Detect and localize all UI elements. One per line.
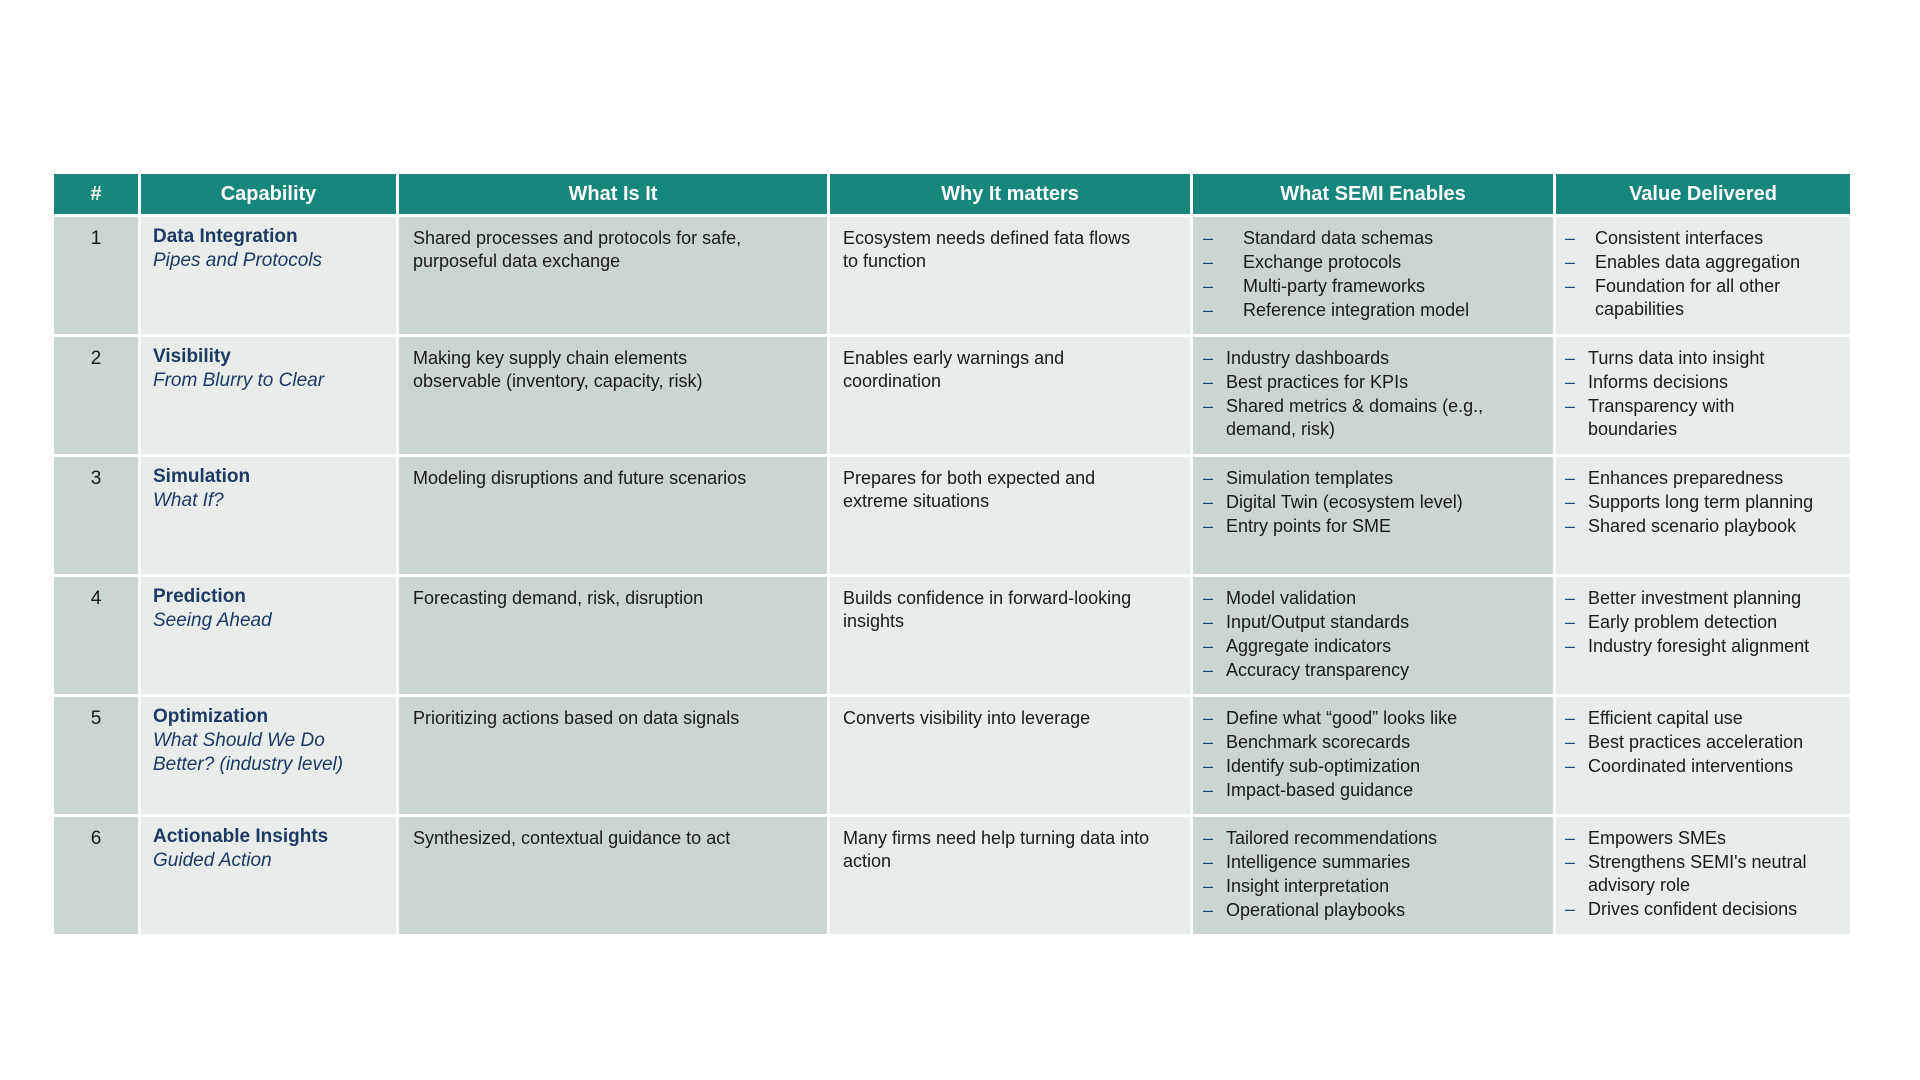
bullet-text: Entry points for SME xyxy=(1226,516,1392,536)
capability-title: Actionable Insights xyxy=(153,826,329,847)
dash-bullet-icon: – xyxy=(1203,300,1214,320)
bullet-text: Foundation for all other capabilities xyxy=(1595,276,1781,319)
bullet-text: Define what “good” looks like xyxy=(1226,708,1458,728)
bullet-item xyxy=(1203,299,1545,322)
header-number: # xyxy=(54,174,138,214)
value-delivered-cell xyxy=(1556,697,1850,814)
bullet-item xyxy=(1565,707,1844,730)
dash-bullet-icon: – xyxy=(1203,780,1214,800)
capability-cell xyxy=(141,577,396,694)
bullet-text: Impact-based guidance xyxy=(1226,780,1414,800)
semi-enables-list xyxy=(1203,827,1545,922)
bullet-item xyxy=(1565,898,1844,921)
capability-cell xyxy=(141,217,396,334)
bullet-text: Empowers SMEs xyxy=(1588,828,1727,848)
bullet-text: Aggregate indicators xyxy=(1226,636,1392,656)
bullet-item xyxy=(1203,611,1545,634)
row-number: 1 xyxy=(54,217,138,334)
value-delivered-cell xyxy=(1556,817,1850,934)
bullet-text: Transparency with boundaries xyxy=(1588,396,1735,439)
why-it-matters-cell: Converts visibility into leverage xyxy=(830,697,1190,814)
value-delivered-cell xyxy=(1556,217,1850,334)
header-capability: Capability xyxy=(141,174,396,214)
dash-bullet-icon: – xyxy=(1203,876,1214,896)
bullet-item xyxy=(1565,851,1844,897)
bullet-item xyxy=(1203,491,1545,514)
capability-title: Data Integration xyxy=(153,226,298,247)
header-value-delivered: Value Delivered xyxy=(1556,174,1850,214)
what-semi-enables-cell xyxy=(1193,577,1553,694)
dash-bullet-icon: – xyxy=(1203,732,1214,752)
bullet-text: Insight interpretation xyxy=(1226,876,1390,896)
dash-bullet-icon: – xyxy=(1203,852,1214,872)
bullet-text: Enables data aggregation xyxy=(1595,252,1801,272)
bullet-item xyxy=(1565,515,1844,538)
dash-bullet-icon: – xyxy=(1565,468,1576,488)
bullet-item xyxy=(1203,515,1545,538)
value-delivered-list xyxy=(1565,707,1844,778)
capability-title: Simulation xyxy=(153,466,251,487)
dash-bullet-icon: – xyxy=(1565,276,1576,296)
row-number: 4 xyxy=(54,577,138,694)
bullet-text: Operational playbooks xyxy=(1226,900,1406,920)
dash-bullet-icon: – xyxy=(1203,468,1214,488)
bullet-item xyxy=(1203,875,1545,898)
capability-subtitle: Pipes and Protocols xyxy=(153,250,322,271)
bullet-text: Reference integration model xyxy=(1243,300,1470,320)
dash-bullet-icon: – xyxy=(1565,372,1576,392)
bullet-text: Coordinated interventions xyxy=(1588,756,1794,776)
row-number: 2 xyxy=(54,337,138,454)
dash-bullet-icon: – xyxy=(1565,852,1576,872)
dash-bullet-icon: – xyxy=(1203,636,1214,656)
value-delivered-cell xyxy=(1556,337,1850,454)
bullet-item xyxy=(1565,635,1844,658)
what-semi-enables-cell xyxy=(1193,337,1553,454)
dash-bullet-icon: – xyxy=(1203,516,1214,536)
bullet-text: Accuracy transparency xyxy=(1226,660,1410,680)
header-what-is-it: What Is It xyxy=(399,174,827,214)
bullet-item xyxy=(1203,707,1545,730)
bullet-text: Turns data into insight xyxy=(1588,348,1765,368)
bullet-text: Digital Twin (ecosystem level) xyxy=(1226,492,1463,512)
row-number: 3 xyxy=(54,457,138,574)
bullet-item xyxy=(1565,755,1844,778)
bullet-text: Multi-party frameworks xyxy=(1243,276,1426,296)
bullet-text: Exchange protocols xyxy=(1243,252,1402,272)
why-it-matters-cell: Builds confidence in forward-looking insights xyxy=(830,577,1190,694)
semi-enables-list xyxy=(1203,587,1545,682)
what-is-it-cell: Forecasting demand, risk, disruption xyxy=(399,577,827,694)
dash-bullet-icon: – xyxy=(1565,348,1576,368)
table-row xyxy=(54,337,1850,454)
what-semi-enables-cell xyxy=(1193,697,1553,814)
bullet-text: Efficient capital use xyxy=(1588,708,1743,728)
what-is-it-cell: Shared processes and protocols for safe, purposeful data exchange xyxy=(399,217,827,334)
what-is-it-cell: Making key supply chain elements observable (inventory, capacity, risk) xyxy=(399,337,827,454)
dash-bullet-icon: – xyxy=(1565,228,1576,248)
why-it-matters-cell: Ecosystem needs defined fata flows to function xyxy=(830,217,1190,334)
row-number: 6 xyxy=(54,817,138,934)
bullet-text: Identify sub-optimization xyxy=(1226,756,1421,776)
dash-bullet-icon: – xyxy=(1565,612,1576,632)
bullet-item xyxy=(1203,587,1545,610)
bullet-item xyxy=(1203,251,1545,274)
dash-bullet-icon: – xyxy=(1565,899,1576,919)
bullet-text: Better investment planning xyxy=(1588,588,1802,608)
bullet-text: Informs decisions xyxy=(1588,372,1729,392)
capability-cell xyxy=(141,337,396,454)
bullet-item xyxy=(1203,755,1545,778)
bullet-text: Model validation xyxy=(1226,588,1357,608)
dash-bullet-icon: – xyxy=(1203,252,1214,272)
bullet-text: Simulation templates xyxy=(1226,468,1394,488)
bullet-item xyxy=(1203,779,1545,802)
value-delivered-cell xyxy=(1556,577,1850,694)
capability-subtitle: Seeing Ahead xyxy=(153,610,272,631)
dash-bullet-icon: – xyxy=(1565,828,1576,848)
dash-bullet-icon: – xyxy=(1565,708,1576,728)
capability-subtitle: What If? xyxy=(153,490,224,511)
bullet-text: Input/Output standards xyxy=(1226,612,1410,632)
row-number: 5 xyxy=(54,697,138,814)
bullet-item xyxy=(1203,827,1545,850)
bullet-text: Benchmark scorecards xyxy=(1226,732,1411,752)
value-delivered-list xyxy=(1565,587,1844,658)
dash-bullet-icon: – xyxy=(1203,348,1214,368)
table-body xyxy=(54,217,1850,934)
capability-title: Optimization xyxy=(153,706,269,727)
bullet-item xyxy=(1203,275,1545,298)
bullet-item xyxy=(1565,491,1844,514)
dash-bullet-icon: – xyxy=(1203,660,1214,680)
why-it-matters-cell: Prepares for both expected and extreme situations xyxy=(830,457,1190,574)
bullet-item xyxy=(1203,635,1545,658)
bullet-text: Strengthens SEMI's neutral advisory role xyxy=(1588,852,1807,895)
what-semi-enables-cell xyxy=(1193,457,1553,574)
dash-bullet-icon: – xyxy=(1565,516,1576,536)
capability-cell xyxy=(141,817,396,934)
bullet-item xyxy=(1565,227,1844,250)
capability-subtitle: From Blurry to Clear xyxy=(153,370,325,391)
value-delivered-list xyxy=(1565,227,1844,321)
why-it-matters-cell: Enables early warnings and coordination xyxy=(830,337,1190,454)
capability-title: Visibility xyxy=(153,346,231,367)
bullet-item xyxy=(1203,659,1545,682)
dash-bullet-icon: – xyxy=(1565,252,1576,272)
why-it-matters-cell: Many firms need help turning data into action xyxy=(830,817,1190,934)
dash-bullet-icon: – xyxy=(1203,756,1214,776)
what-semi-enables-cell xyxy=(1193,817,1553,934)
bullet-item xyxy=(1203,347,1545,370)
dash-bullet-icon: – xyxy=(1565,636,1576,656)
bullet-text: Shared scenario playbook xyxy=(1588,516,1797,536)
bullet-text: Industry foresight alignment xyxy=(1588,636,1810,656)
bullet-item xyxy=(1565,731,1844,754)
dash-bullet-icon: – xyxy=(1203,588,1214,608)
bullet-item xyxy=(1203,467,1545,490)
bullet-item xyxy=(1565,251,1844,274)
capability-subtitle: What Should We Do Better? (industry level) xyxy=(153,730,344,775)
semi-enables-list xyxy=(1203,707,1545,802)
dash-bullet-icon: – xyxy=(1203,492,1214,512)
bullet-text: Enhances preparedness xyxy=(1588,468,1784,488)
bullet-item xyxy=(1203,731,1545,754)
bullet-item xyxy=(1565,827,1844,850)
dash-bullet-icon: – xyxy=(1203,372,1214,392)
dash-bullet-icon: – xyxy=(1203,900,1214,920)
bullet-item xyxy=(1203,851,1545,874)
bullet-text: Best practices acceleration xyxy=(1588,732,1804,752)
table-row xyxy=(54,697,1850,814)
bullet-text: Early problem detection xyxy=(1588,612,1778,632)
table-row xyxy=(54,217,1850,334)
header-what-semi-enables: What SEMI Enables xyxy=(1193,174,1553,214)
value-delivered-list xyxy=(1565,827,1844,921)
capability-table xyxy=(51,171,1853,937)
semi-enables-list xyxy=(1203,347,1545,441)
dash-bullet-icon: – xyxy=(1565,492,1576,512)
bullet-item xyxy=(1203,371,1545,394)
capability-subtitle: Guided Action xyxy=(153,850,272,871)
dash-bullet-icon: – xyxy=(1203,612,1214,632)
value-delivered-list xyxy=(1565,467,1844,538)
dash-bullet-icon: – xyxy=(1203,276,1214,296)
bullet-item xyxy=(1565,611,1844,634)
table-row xyxy=(54,577,1850,694)
capability-title: Prediction xyxy=(153,586,246,607)
bullet-item xyxy=(1565,587,1844,610)
dash-bullet-icon: – xyxy=(1203,708,1214,728)
bullet-item xyxy=(1565,275,1844,321)
bullet-item xyxy=(1565,395,1844,441)
dash-bullet-icon: – xyxy=(1565,756,1576,776)
bullet-item xyxy=(1565,347,1844,370)
bullet-item xyxy=(1203,227,1545,250)
table-row xyxy=(54,817,1850,934)
table-header-row xyxy=(54,174,1850,214)
bullet-text: Industry dashboards xyxy=(1226,348,1390,368)
value-delivered-cell xyxy=(1556,457,1850,574)
bullet-item xyxy=(1565,467,1844,490)
bullet-text: Shared metrics & domains (e.g., demand, risk) xyxy=(1226,396,1484,439)
bullet-item xyxy=(1565,371,1844,394)
bullet-text: Supports long term planning xyxy=(1588,492,1814,512)
header-why-it-matters: Why It matters xyxy=(830,174,1190,214)
dash-bullet-icon: – xyxy=(1565,588,1576,608)
dash-bullet-icon: – xyxy=(1203,228,1214,248)
table-row xyxy=(54,457,1850,574)
bullet-item xyxy=(1203,899,1545,922)
bullet-text: Intelligence summaries xyxy=(1226,852,1411,872)
what-is-it-cell: Modeling disruptions and future scenarios xyxy=(399,457,827,574)
capability-cell xyxy=(141,457,396,574)
semi-enables-list xyxy=(1203,227,1545,322)
what-is-it-cell: Synthesized, contextual guidance to act xyxy=(399,817,827,934)
dash-bullet-icon: – xyxy=(1565,396,1576,416)
semi-enables-list xyxy=(1203,467,1545,538)
value-delivered-list xyxy=(1565,347,1844,441)
bullet-text: Drives confident decisions xyxy=(1588,899,1798,919)
bullet-text: Best practices for KPIs xyxy=(1226,372,1409,392)
what-semi-enables-cell xyxy=(1193,217,1553,334)
bullet-text: Consistent interfaces xyxy=(1595,228,1764,248)
dash-bullet-icon: – xyxy=(1203,828,1214,848)
what-is-it-cell: Prioritizing actions based on data signals xyxy=(399,697,827,814)
dash-bullet-icon: – xyxy=(1565,732,1576,752)
bullet-text: Tailored recommendations xyxy=(1226,828,1438,848)
bullet-item xyxy=(1203,395,1545,441)
dash-bullet-icon: – xyxy=(1203,396,1214,416)
capability-cell xyxy=(141,697,396,814)
bullet-text: Standard data schemas xyxy=(1243,228,1434,248)
